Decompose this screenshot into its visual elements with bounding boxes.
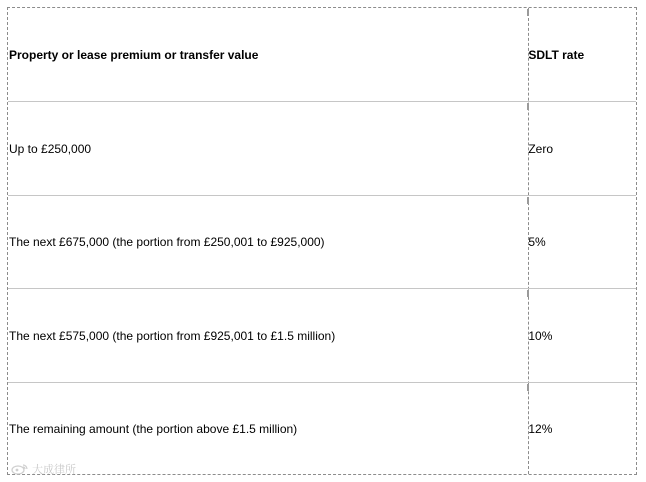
cell-marker — [527, 197, 529, 204]
table-row — [8, 196, 636, 289]
cell-marker — [527, 9, 529, 16]
row-value-cell: The next £675,000 (the portion from £250,001 to £925,000) — [9, 235, 325, 249]
header-cell-rate: SDLT rate — [528, 47, 585, 62]
sdlt-rates-table — [7, 7, 637, 475]
cell-marker — [527, 384, 529, 391]
cell-marker — [527, 290, 529, 297]
watermark — [10, 461, 76, 477]
weibo-icon — [10, 463, 30, 475]
cell-marker — [527, 103, 529, 110]
table-row — [8, 102, 636, 196]
table-row — [8, 289, 636, 383]
row-rate-cell: 5% — [528, 235, 546, 249]
row-value-cell: Up to £250,000 — [9, 141, 92, 156]
row-value-cell: The next £575,000 (the portion from £925,001 to £1.5 million) — [9, 328, 336, 343]
row-value-cell: The remaining amount (the portion above £1.5 million) — [9, 421, 298, 436]
table-header-row — [8, 8, 636, 102]
row-rate-cell: Zero — [528, 141, 554, 156]
watermark-text: 大成律所 — [32, 464, 76, 476]
row-rate-cell: 10% — [528, 328, 553, 343]
table-row — [8, 383, 636, 474]
header-cell-value: Property or lease premium or transfer value — [9, 47, 259, 62]
row-rate-cell: 12% — [528, 421, 553, 436]
